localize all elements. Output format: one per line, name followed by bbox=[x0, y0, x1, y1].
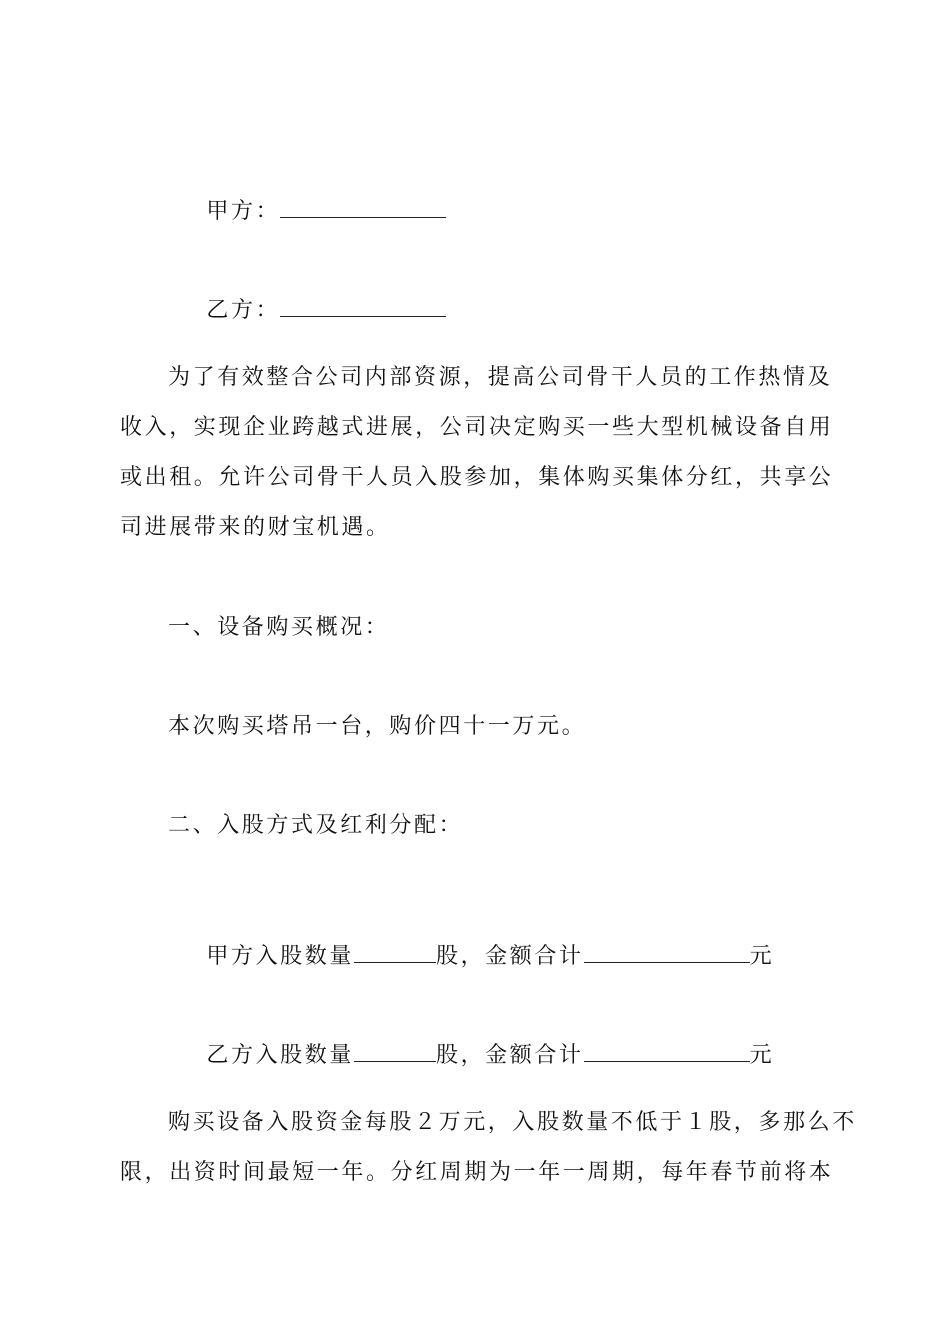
terms-line-2: 限，出资时间最短一年。分红周期为一年一周期，每年春节前将本 bbox=[120, 1160, 834, 1185]
intro-line-4: 司进展带来的财宝机遇。 bbox=[120, 515, 391, 540]
party-a-shares-prefix: 甲方入股数量 bbox=[206, 944, 354, 969]
party-a-amount-blank bbox=[584, 940, 750, 963]
intro-line-1: 为了有效整合公司内部资源，提高公司骨干人员的工作热情及 bbox=[168, 365, 833, 390]
party-b-amount-blank bbox=[584, 1039, 750, 1062]
party-a-shares-line bbox=[168, 910, 774, 1002]
section2-heading: 二、入股方式及红利分配： bbox=[168, 813, 464, 838]
intro-line-2: 收入，实现企业跨越式进展，公司决定购买一些大型机械设备自用 bbox=[120, 415, 834, 440]
party-b-shares-blank bbox=[354, 1039, 436, 1062]
party-a-shares-blank bbox=[354, 940, 436, 963]
party-a-blank bbox=[280, 195, 446, 218]
section1-heading: 一、设备购买概况： bbox=[168, 615, 390, 640]
party-b-blank bbox=[280, 294, 446, 317]
party-b-line bbox=[168, 264, 446, 356]
party-b-shares-line bbox=[168, 1009, 774, 1101]
party-a-amount-mid: 股，金额合计 bbox=[435, 944, 584, 969]
party-b-shares-prefix: 乙方入股数量 bbox=[206, 1043, 354, 1068]
intro-line-3: 或出租。允许公司骨干人员入股参加，集体购买集体分红，共享公 bbox=[120, 465, 834, 490]
party-b-amount-mid: 股，金额合计 bbox=[435, 1043, 584, 1068]
section1-body: 本次购买塔吊一台，购价四十一万元。 bbox=[168, 714, 587, 739]
party-b-amount-suffix: 元 bbox=[749, 1043, 775, 1068]
terms-line-1: 购买设备入股资金每股２万元，入股数量不低于１股，多那么不 bbox=[168, 1110, 857, 1135]
party-b-label: 乙方： bbox=[206, 298, 281, 323]
party-a-amount-suffix: 元 bbox=[749, 944, 775, 969]
party-a-label: 甲方： bbox=[206, 199, 281, 224]
party-a-line bbox=[168, 165, 446, 257]
